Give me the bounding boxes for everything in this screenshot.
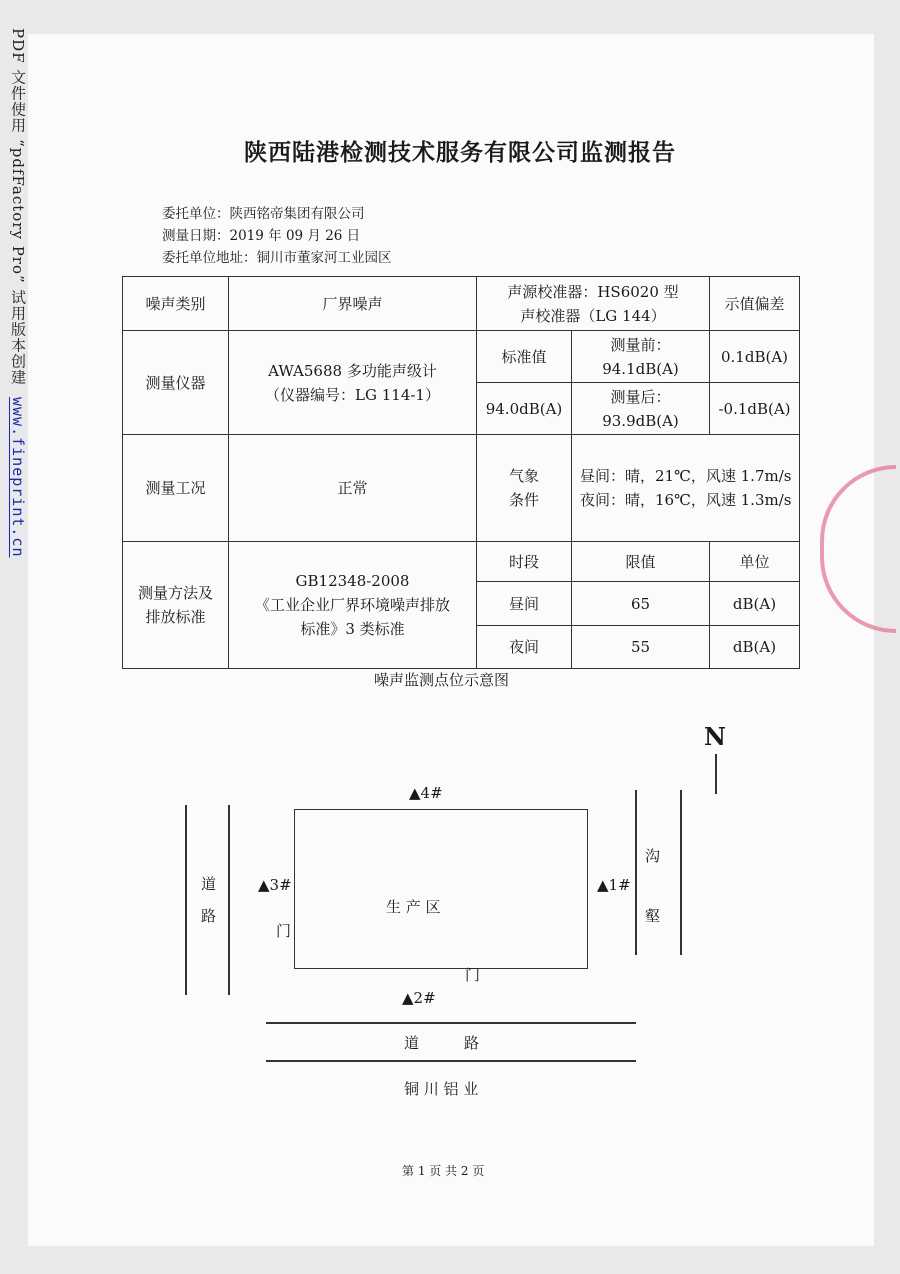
cell: 正常 — [229, 435, 477, 542]
t: 测量方法及 — [137, 584, 213, 602]
cell: 标准值 — [477, 331, 572, 383]
road-left-label — [201, 868, 216, 932]
t: 昼间：晴，21℃，风速 1.7m/s — [580, 467, 792, 485]
ditch-line — [635, 790, 637, 955]
ditch-line — [680, 790, 682, 955]
t: 93.9dB(A) — [602, 411, 679, 430]
ditch-label — [645, 826, 660, 946]
cell: dB(A) — [710, 582, 800, 626]
t: 气象 — [508, 467, 539, 485]
road-line — [228, 805, 230, 995]
cell: 夜间 — [477, 626, 572, 669]
t: 《工业企业厂界环境噪声排放 — [254, 596, 450, 614]
watermark — [8, 28, 29, 557]
t: 沟 — [645, 847, 661, 865]
cell: 示值偏差 — [710, 277, 800, 331]
cell: 厂界噪声 — [229, 277, 477, 331]
t: （仪器编号：LG 114-1） — [265, 385, 440, 404]
cell: 测量工况 — [123, 435, 229, 542]
point-2: ▲2# — [402, 989, 436, 1007]
cell: 0.1dB(A) — [710, 331, 800, 383]
t: 标准》3 类标准 — [300, 620, 405, 638]
road-line — [266, 1022, 636, 1024]
monitoring-table — [122, 276, 800, 669]
gate-bottom: 门 — [465, 966, 481, 984]
zone-label: 生 产 区 — [386, 898, 441, 916]
cell: 测量仪器 — [123, 331, 229, 435]
date: 测量日期：2019 年 09 月 26 日 — [162, 228, 361, 244]
t: GB12348-2008 — [295, 572, 410, 590]
client: 委托单位：陕西铭帝集团有限公司 — [162, 206, 365, 222]
road-bottom-label: 道 路 — [404, 1034, 480, 1052]
cell: 限值 — [572, 542, 710, 582]
north-arrow-icon — [715, 754, 717, 794]
point-1: ▲1# — [597, 876, 631, 894]
cell — [572, 331, 710, 383]
t: 测量后： — [610, 387, 671, 406]
road-line — [266, 1060, 636, 1062]
neighbor-label: 铜 川 铝 业 — [404, 1080, 479, 1098]
cell — [229, 542, 477, 669]
cell: 昼间 — [477, 582, 572, 626]
cell: 55 — [572, 626, 710, 669]
cell: -0.1dB(A) — [710, 383, 800, 435]
cell — [123, 542, 229, 669]
t: 条件 — [508, 491, 539, 509]
t: 声源校准器：HS6020 型 — [507, 282, 679, 301]
north-label: N — [704, 722, 726, 751]
cell: 65 — [572, 582, 710, 626]
t: 94.1dB(A) — [602, 359, 679, 378]
t: 道 — [201, 875, 217, 893]
cell — [229, 331, 477, 435]
cell: 时段 — [477, 542, 572, 582]
t: 夜间：晴，16℃，风速 1.3m/s — [580, 491, 792, 509]
cell: 单位 — [710, 542, 800, 582]
t: 测量前： — [610, 335, 671, 354]
address: 委托单位地址：铜川市董家河工业园区 — [162, 250, 392, 266]
point-3: ▲3# — [258, 876, 292, 894]
cell — [572, 435, 800, 542]
watermark-link[interactable]: www.fineprint.cn — [9, 396, 27, 558]
cell: 噪声类别 — [123, 277, 229, 331]
watermark-text: PDF 文件使用 “pdfFactory Pro” 试用版本创建 — [9, 28, 27, 386]
point-4: ▲4# — [409, 784, 443, 802]
diagram-title: 噪声监测点位示意图 — [374, 671, 510, 689]
cell — [477, 277, 710, 331]
t: AWA5688 多功能声级计 — [268, 361, 437, 380]
t: 路 — [201, 907, 217, 925]
cell: 94.0dB(A) — [477, 383, 572, 435]
road-line — [185, 805, 187, 995]
t: 声校准器（LG 144） — [520, 306, 666, 325]
report-title: 陕西陆港检测技术服务有限公司监测报告 — [244, 139, 676, 166]
t: 排放标准 — [145, 608, 206, 626]
production-zone — [294, 809, 588, 969]
page-number: 第 1 页 共 2 页 — [402, 1164, 485, 1178]
cell: dB(A) — [710, 626, 800, 669]
cell — [572, 383, 710, 435]
gate-left: 门 — [276, 922, 292, 940]
cell — [477, 435, 572, 542]
t: 壑 — [645, 907, 661, 925]
